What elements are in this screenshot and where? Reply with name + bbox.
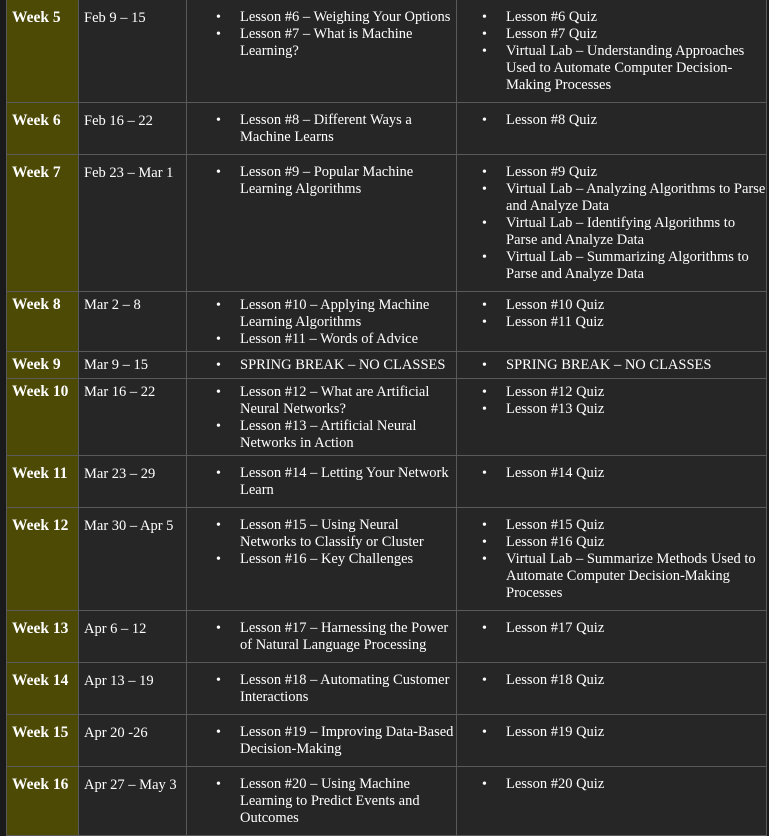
- assignments-list: [457, 0, 766, 102]
- week-label: Week 7: [7, 155, 79, 292]
- assignments-cell: [457, 663, 767, 715]
- lessons-list: [187, 155, 456, 206]
- assignments-cell: [457, 456, 767, 508]
- week-label: Week 8: [7, 292, 79, 352]
- assignment-item: • Lesson #17 Quiz: [457, 620, 766, 637]
- assignments-cell: [457, 292, 767, 352]
- assignments-list: [457, 663, 766, 697]
- assignment-item: • Virtual Lab – Analyzing Algorithms to Parse and Analyze Data: [457, 181, 766, 215]
- assignment-item: • Lesson #7 Quiz: [457, 26, 766, 43]
- lessons-list: [187, 663, 456, 714]
- week-dates: Apr 27 – May 3: [79, 767, 187, 836]
- lessons-list: [187, 292, 456, 351]
- week-label: Week 5: [7, 0, 79, 103]
- schedule-row: [7, 292, 767, 352]
- lesson-item: • Lesson #13 – Artificial Neural Networks in Action: [187, 418, 456, 452]
- assignment-item: • Lesson #6 Quiz: [457, 9, 766, 26]
- schedule-row: [7, 715, 767, 767]
- lessons-cell: [187, 292, 457, 352]
- lesson-item: • Lesson #10 – Applying Machine Learning Algorithms: [187, 297, 456, 331]
- assignment-item: • Virtual Lab – Summarize Methods Used to Automate Computer Decision-Making Processes: [457, 551, 766, 602]
- lesson-item: • SPRING BREAK – NO CLASSES: [187, 357, 456, 374]
- course-schedule-table: [6, 0, 767, 836]
- week-label: Week 14: [7, 663, 79, 715]
- week-dates: Feb 23 – Mar 1: [79, 155, 187, 292]
- lessons-cell: [187, 508, 457, 611]
- week-label: Week 15: [7, 715, 79, 767]
- lesson-item: • Lesson #17 – Harnessing the Power of Natural Language Processing: [187, 620, 456, 654]
- week-dates: Feb 9 – 15: [79, 0, 187, 103]
- assignment-item: • Lesson #18 Quiz: [457, 672, 766, 689]
- assignment-item: • Virtual Lab – Identifying Algorithms to Parse and Analyze Data: [457, 215, 766, 249]
- assignment-item: • Lesson #20 Quiz: [457, 776, 766, 793]
- assignments-cell: [457, 767, 767, 836]
- week-label: Week 13: [7, 611, 79, 663]
- assignments-cell: [457, 155, 767, 292]
- schedule-row: [7, 103, 767, 155]
- lessons-list: [187, 379, 456, 455]
- assignments-list: [457, 715, 766, 749]
- schedule-row: [7, 155, 767, 292]
- lessons-cell: [187, 767, 457, 836]
- lesson-item: • Lesson #8 – Different Ways a Machine Learns: [187, 112, 456, 146]
- week-label: Week 10: [7, 379, 79, 456]
- assignment-item: • Lesson #12 Quiz: [457, 384, 766, 401]
- lesson-item: • Lesson #15 – Using Neural Networks to Classify or Cluster: [187, 517, 456, 551]
- lesson-item: • Lesson #6 – Weighing Your Options: [187, 9, 456, 26]
- lessons-cell: [187, 379, 457, 456]
- assignments-cell: [457, 103, 767, 155]
- assignments-cell: [457, 379, 767, 456]
- lesson-item: • Lesson #16 – Key Challenges: [187, 551, 456, 568]
- lessons-cell: [187, 456, 457, 508]
- lessons-list: [187, 0, 456, 68]
- assignment-item: • Lesson #15 Quiz: [457, 517, 766, 534]
- assignments-list: [457, 611, 766, 645]
- assignments-list: [457, 508, 766, 610]
- lessons-list: [187, 103, 456, 154]
- lesson-item: • Lesson #19 – Improving Data-Based Decision-Making: [187, 724, 456, 758]
- lessons-list: [187, 715, 456, 766]
- lessons-list: [187, 352, 456, 377]
- assignment-item: • Lesson #8 Quiz: [457, 112, 766, 129]
- schedule-row: [7, 611, 767, 663]
- lesson-item: • Lesson #9 – Popular Machine Learning Algorithms: [187, 164, 456, 198]
- week-label: Week 11: [7, 456, 79, 508]
- week-dates: Mar 2 – 8: [79, 292, 187, 352]
- schedule-body: [7, 0, 767, 836]
- week-dates: Mar 23 – 29: [79, 456, 187, 508]
- lessons-list: [187, 456, 456, 507]
- lessons-list: [187, 767, 456, 835]
- assignments-cell: [457, 352, 767, 379]
- lessons-cell: [187, 155, 457, 292]
- assignment-item: • Lesson #19 Quiz: [457, 724, 766, 741]
- week-label: Week 6: [7, 103, 79, 155]
- assignments-list: [457, 155, 766, 291]
- assignments-cell: [457, 611, 767, 663]
- lesson-item: • Lesson #7 – What is Machine Learning?: [187, 26, 456, 60]
- week-dates: Apr 13 – 19: [79, 663, 187, 715]
- lessons-cell: [187, 715, 457, 767]
- week-dates: Mar 30 – Apr 5: [79, 508, 187, 611]
- schedule-row: [7, 456, 767, 508]
- assignment-item: • Lesson #13 Quiz: [457, 401, 766, 418]
- assignments-list: [457, 103, 766, 137]
- lesson-item: • Lesson #20 – Using Machine Learning to Predict Events and Outcomes: [187, 776, 456, 827]
- week-dates: Apr 20 -26: [79, 715, 187, 767]
- week-dates: Mar 9 – 15: [79, 352, 187, 379]
- schedule-row: [7, 767, 767, 836]
- schedule-row: [7, 379, 767, 456]
- week-label: Week 16: [7, 767, 79, 836]
- lessons-cell: [187, 0, 457, 103]
- week-dates: Apr 6 – 12: [79, 611, 187, 663]
- lesson-item: • Lesson #18 – Automating Customer Interactions: [187, 672, 456, 706]
- assignment-item: • Lesson #11 Quiz: [457, 314, 766, 331]
- lesson-item: • Lesson #11 – Words of Advice: [187, 331, 456, 348]
- schedule-row: [7, 352, 767, 379]
- lessons-list: [187, 611, 456, 662]
- week-dates: Feb 16 – 22: [79, 103, 187, 155]
- assignment-item: • SPRING BREAK – NO CLASSES: [457, 357, 766, 374]
- week-label: Week 9: [7, 352, 79, 379]
- assignments-list: [457, 379, 766, 421]
- assignments-list: [457, 456, 766, 490]
- assignments-cell: [457, 715, 767, 767]
- lessons-cell: [187, 103, 457, 155]
- schedule-row: [7, 0, 767, 103]
- lesson-item: • Lesson #12 – What are Artificial Neural Networks?: [187, 384, 456, 418]
- schedule-row: [7, 663, 767, 715]
- lesson-item: • Lesson #14 – Letting Your Network Learn: [187, 465, 456, 499]
- assignments-list: [457, 767, 766, 801]
- assignments-cell: [457, 508, 767, 611]
- lessons-cell: [187, 352, 457, 379]
- schedule-row: [7, 508, 767, 611]
- week-label: Week 12: [7, 508, 79, 611]
- assignment-item: • Lesson #14 Quiz: [457, 465, 766, 482]
- lessons-cell: [187, 663, 457, 715]
- assignments-cell: [457, 0, 767, 103]
- week-dates: Mar 16 – 22: [79, 379, 187, 456]
- lessons-list: [187, 508, 456, 576]
- assignments-list: [457, 292, 766, 334]
- lessons-cell: [187, 611, 457, 663]
- assignment-item: • Lesson #10 Quiz: [457, 297, 766, 314]
- assignment-item: • Virtual Lab – Understanding Approaches Used to Automate Computer Decision-Making Processes: [457, 43, 766, 94]
- assignment-item: • Virtual Lab – Summarizing Algorithms to Parse and Analyze Data: [457, 249, 766, 283]
- assignment-item: • Lesson #16 Quiz: [457, 534, 766, 551]
- assignment-item: • Lesson #9 Quiz: [457, 164, 766, 181]
- assignments-list: [457, 352, 766, 377]
